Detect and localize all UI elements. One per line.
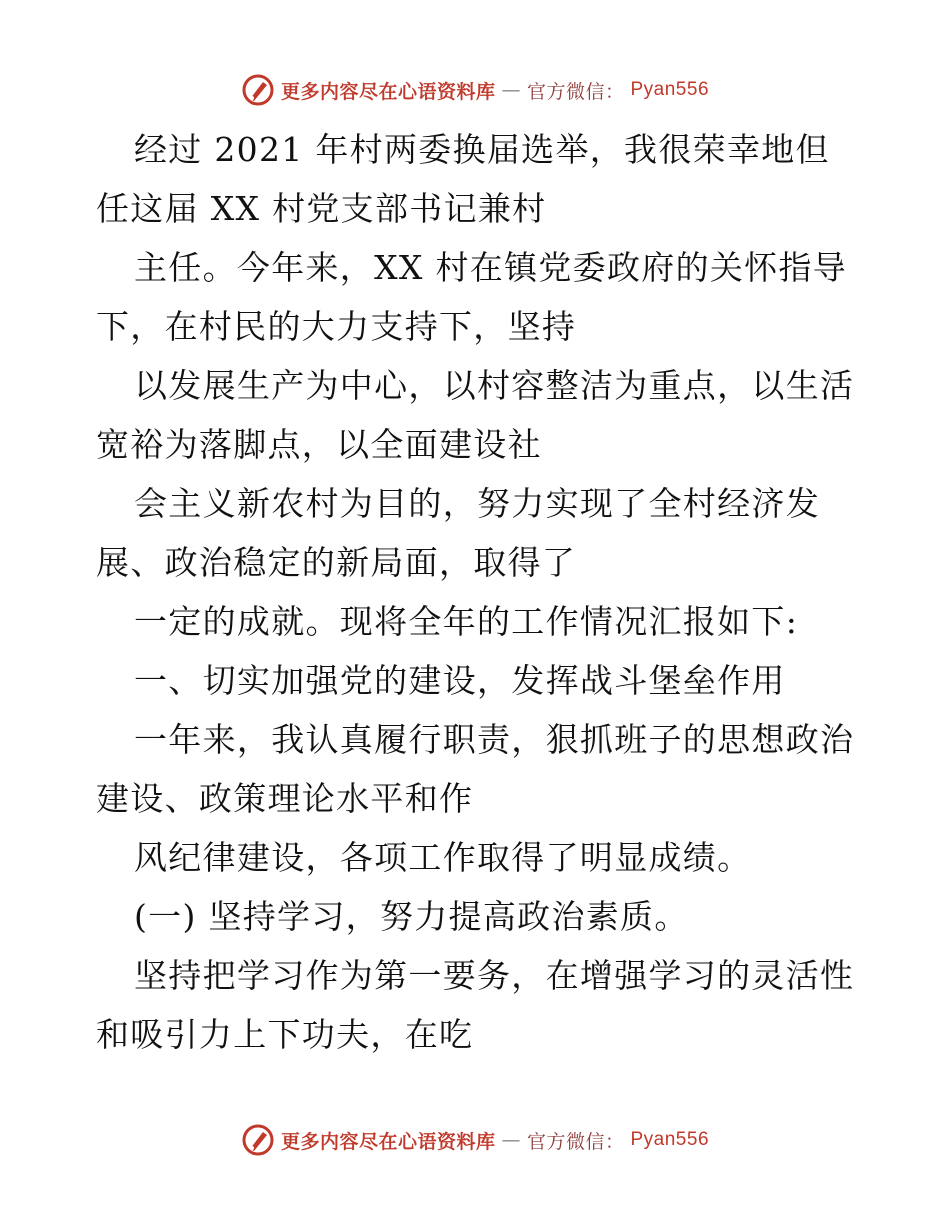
watermark-separator: — <box>501 1129 521 1151</box>
watermark-official: 官方微信： <box>526 1130 625 1153</box>
paragraph: 以发展生产为中心，以村容整洁为重点，以生活宽裕为落脚点，以全面建设社 <box>96 366 855 464</box>
watermark-official: 官方微信： <box>526 80 625 103</box>
subsection-heading: (一) 坚持学习，努力提高政治素质。 <box>134 897 689 936</box>
watermark-separator: — <box>501 79 521 101</box>
watermark-id: Pyan556 <box>630 79 710 100</box>
watermark-brand: 更多内容尽在心语资料库 <box>280 80 496 103</box>
paragraph: 经过 2021 年村两委换届选举，我很荣幸地但任这届 XX 村党支部书记兼村 <box>96 130 830 228</box>
paragraph: 会主义新农村为目的，努力实现了全村经济发展、政治稳定的新局面，取得了 <box>96 484 820 582</box>
paragraph: 风纪律建设，各项工作取得了明显成绩。 <box>134 838 752 877</box>
watermark-brand: 更多内容尽在心语资料库 <box>280 1130 496 1153</box>
section-heading: 一、切实加强党的建设，发挥战斗堡垒作用 <box>134 661 786 700</box>
document-body <box>96 120 856 1064</box>
header-watermark <box>0 70 950 110</box>
paragraph: 坚持把学习作为第一要务，在增强学习的灵活性和吸引力上下功夫，在吃 <box>96 956 855 1054</box>
paragraph: 主任。今年来，XX 村在镇党委政府的关怀指导下，在村民的大力支持下，坚持 <box>96 248 848 346</box>
pen-logo-icon <box>241 73 275 107</box>
paragraph: 一定的成就。现将全年的工作情况汇报如下: <box>134 602 799 641</box>
footer-watermark <box>0 1120 950 1160</box>
paragraph: 一年来，我认真履行职责，狠抓班子的思想政治建设、政策理论水平和作 <box>96 720 855 818</box>
watermark-id: Pyan556 <box>630 1129 710 1150</box>
pen-logo-icon <box>241 1123 275 1157</box>
